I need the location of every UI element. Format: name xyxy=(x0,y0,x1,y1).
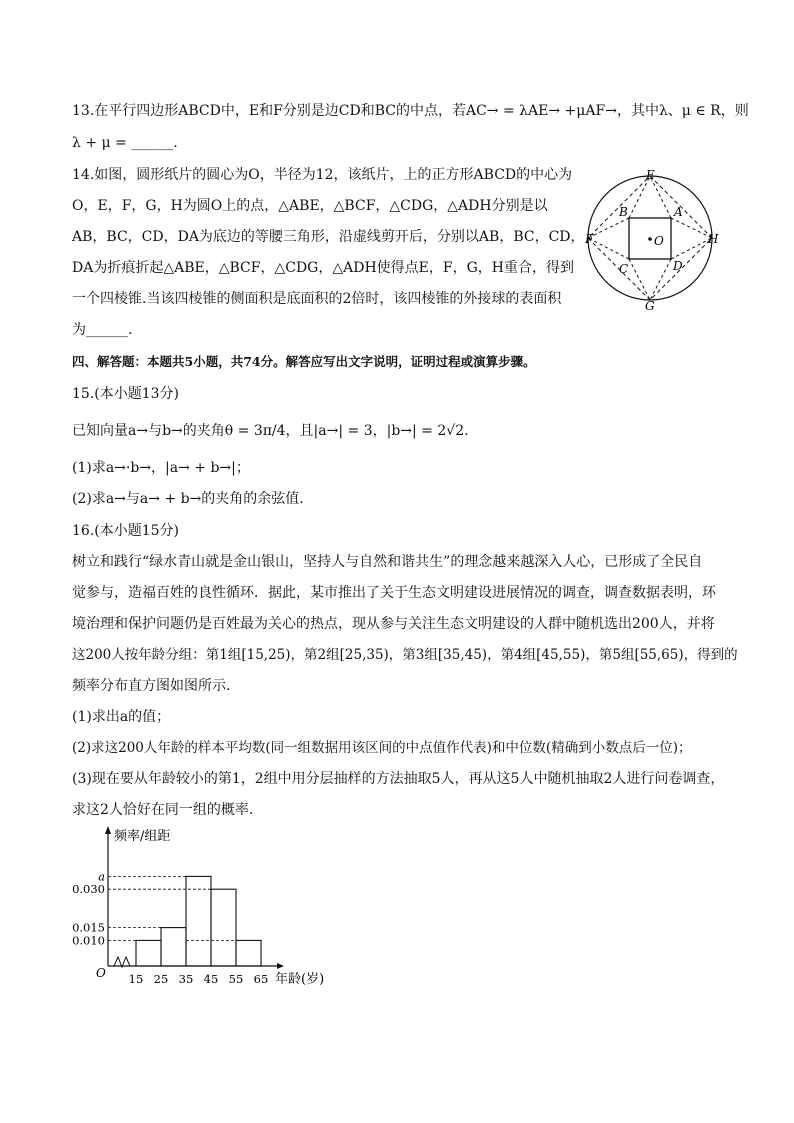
label-A: A xyxy=(674,205,683,219)
q14-line-3: AB，BC，CD，DA为底边的等腰三角形，沿虚线剪开后，分别以AB，BC，CD， xyxy=(72,229,585,245)
y-tick-label-2: 0.030 xyxy=(72,882,105,897)
bar-2 xyxy=(186,876,211,966)
x-axis-arrow xyxy=(277,963,284,969)
x-tick-label-3: 45 xyxy=(203,972,219,986)
q16-stem-3: 境治理和保护问题仍是百姓最为关心的热点，现从参与关注生态文明建设的人群中随机选出200人，并将 xyxy=(72,616,715,632)
bar-3 xyxy=(211,889,236,966)
q16-part-1: (1)求出a的值； xyxy=(72,709,171,725)
dash-D-G xyxy=(650,259,671,300)
q13-line-2: λ + μ = ______. xyxy=(72,135,178,151)
q14-line-5: 一个四棱锥.当该四棱锥的侧面积是底面积的2倍时，该四棱锥的外接球的表面积 xyxy=(72,291,562,307)
y-axis-title: 频率/组距 xyxy=(114,829,171,844)
label-F: F xyxy=(585,232,594,246)
dash-B-E xyxy=(629,176,650,218)
dash-C-F xyxy=(588,238,629,259)
label-B: B xyxy=(619,205,628,219)
dash-C-G xyxy=(629,259,650,300)
q16-part-2: (2)求这200人年龄的样本平均数(同一组数据用该区间的中点值作代表)和中位数(精确到小数点后一位)； xyxy=(72,740,692,756)
q16-stem-2: 觉参与，造福百姓的良性循环．据此，某市推出了关于生态文明建设进展情况的调查，调查数据表明，环 xyxy=(72,585,716,601)
q14-line-1: 14.如图，圆形纸片的圆心为O，半径为12，该纸片，上的正方形ABCD的中心为 xyxy=(72,167,573,183)
x-tick-label-5: 65 xyxy=(253,972,269,986)
dash-B-F xyxy=(588,218,629,238)
x-axis-title: 年龄(岁) xyxy=(275,972,325,987)
origin-label: O xyxy=(96,966,106,980)
label-G: G xyxy=(645,299,655,313)
x-tick-label-0: 15 xyxy=(128,972,144,986)
y-axis-arrow xyxy=(105,826,111,834)
q14-line-6: 为______. xyxy=(72,322,133,338)
q15-stem: 已知向量a→与b→的夹角θ = 3π/4，且|a→| = 3，|b→| = 2√2. xyxy=(72,423,469,439)
frequency-histogram xyxy=(72,822,352,997)
x-tick-label-4: 55 xyxy=(228,972,244,986)
x-tick-label-1: 25 xyxy=(153,972,169,986)
q14-circle-figure xyxy=(580,166,730,314)
label-D: D xyxy=(673,259,683,273)
y-tick-label-0: 0.010 xyxy=(72,933,105,948)
label-E: E xyxy=(646,168,655,182)
q15-part-1: (1)求a→·b→，|a→ + b→|； xyxy=(72,460,250,476)
dash-D-H xyxy=(671,238,712,259)
q14-line-2: O，E，F，G，H为圆O上的点，△ABE，△BCF，△CDG，△ADH分别是以 xyxy=(72,198,548,214)
q16-stem-5: 频率分布直方图如图所示． xyxy=(72,678,240,694)
center-dot xyxy=(648,237,652,241)
bar-4 xyxy=(236,940,261,966)
q14-line-4: DA为折痕折起△ABE，△BCF，△CDG，△ADH使得点E，F，G，H重合，得到 xyxy=(72,260,574,276)
bar-1 xyxy=(161,928,186,966)
y-tick-label-1: 0.015 xyxy=(72,920,105,935)
q16-stem-1: 树立和践行“绿水青山就是金山银山，坚持人与自然和谐共生”的理念越来越深入人心，已形成了全民自 xyxy=(72,554,703,570)
label-O: O xyxy=(654,234,664,248)
q16-part-3b: 求这2人恰好在同一组的概率. xyxy=(72,802,254,818)
section-4-heading: 四、解答题：本题共5小题，共74分。解答应写出文字说明，证明过程或演算步骤。 xyxy=(72,354,536,369)
q16-heading: 16.(本小题15分) xyxy=(72,523,180,539)
x-tick-label-2: 35 xyxy=(178,972,194,986)
dash-A-H xyxy=(671,218,712,238)
y-tick-label-3: a xyxy=(98,869,105,884)
q15-heading: 15.(本小题13分) xyxy=(72,386,180,402)
label-H: H xyxy=(708,232,719,246)
q13-line-1: 13.在平行四边形ABCD中，E和F分别是边CD和BC的中点，若AC→ = λAE→ +μAF→，其中λ、μ ∈ R，则 xyxy=(72,103,749,119)
dash-A-E xyxy=(650,176,671,218)
bar-0 xyxy=(136,940,161,966)
q16-part-3a: (3)现在要从年龄较小的第1，2组中用分层抽样的方法抽取5人，再从这5人中随机抽取2人进行问卷调查， xyxy=(72,771,725,787)
label-C: C xyxy=(619,262,629,276)
q15-part-2: (2)求a→与a→ + b→的夹角的余弦值. xyxy=(72,491,304,507)
q16-stem-4: 这200人按年龄分组：第1组[15,25)，第2组[25,35)，第3组[35,45)，第4组[45,55)，第5组[55,65)，得到的 xyxy=(72,647,738,663)
